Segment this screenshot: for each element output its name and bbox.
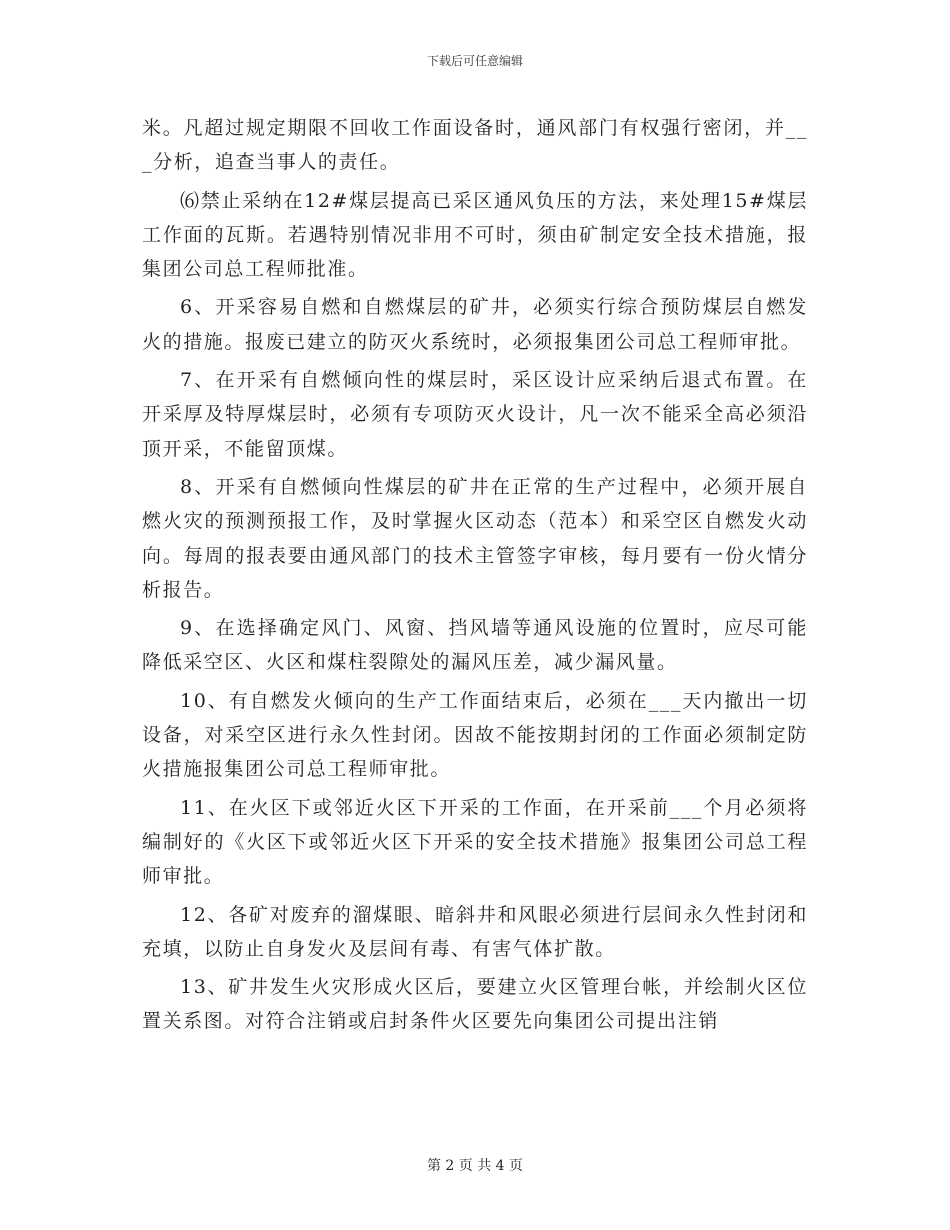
paragraph-item-6: 6、开采容易自燃和自燃煤层的矿井，必须实行综合预防煤层自燃发火的措施。报废已建立的防灭火系统时，必须报集团公司总工程师审批。 — [142, 296, 808, 353]
paragraph-item-10: 10、有自燃发火倾向的生产工作面结束后，必须在___天内撤出一切设备，对采空区进行永久性封闭。因故不能按期封闭的工作面必须制定防火措施报集团公司总工程师审批。 — [142, 689, 808, 781]
page-header-note: 下载后可任意编辑 — [426, 54, 523, 68]
paragraph-item-8: 8、开采有自燃倾向性煤层的矿井在正常的生产过程中，必须开展自燃火灾的预测预报工作，及时掌握火区动态（范本）和采空区自燃发火动向。每周的报表要由通风部门的技术主管签字审核，每月要有一份火情分析报告。 — [142, 475, 808, 601]
paragraph-item-9: 9、在选择确定风门、风窗、挡风墙等通风设施的位置时，应尽可能降低采空区、火区和煤柱裂隙处的漏风压差，减少漏风量。 — [142, 617, 808, 674]
paragraph-item-7: 7、在开采有自燃倾向性的煤层时，采区设计应采纳后退式布置。在开采厚及特厚煤层时，必须有专项防灭火设计，凡一次不能采全高必须沿顶开采，不能留顶煤。 — [142, 369, 808, 460]
paragraph-item-6-sub: ⑹禁止采纳在12#煤层提高已采区通风负压的方法，来处理15#煤层工作面的瓦斯。若遇特别情况非用不可时，须由矿制定安全技术措施，报集团公司总工程师批准。 — [142, 189, 808, 281]
page-number: 第 2 页 共 4 页 — [426, 1158, 524, 1174]
paragraph-item-13: 13、矿井发生火灾形成火区后，要建立火区管理台帐，并绘制火区位置关系图。对符合注销或启封条件火区要先向集团公司提出注销 — [142, 976, 808, 1033]
paragraph-item-11: 11、在火区下或邻近火区下开采的工作面，在开采前___个月必须将编制好的《火区下或邻近火区下开采的安全技术措施》报集团公司总工程师审批。 — [142, 796, 808, 888]
paragraph-continuation: 米。凡超过规定期限不回收工作面设备时，通风部门有权强行密闭，并___分析，追查当事人的责任。 — [142, 117, 808, 174]
document-body — [142, 111, 808, 1043]
paragraph-item-12: 12、各矿对废弃的溜煤眼、暗斜井和风眼必须进行层间永久性封闭和充填，以防止自身发火及层间有毒、有害气体扩散。 — [142, 903, 808, 960]
